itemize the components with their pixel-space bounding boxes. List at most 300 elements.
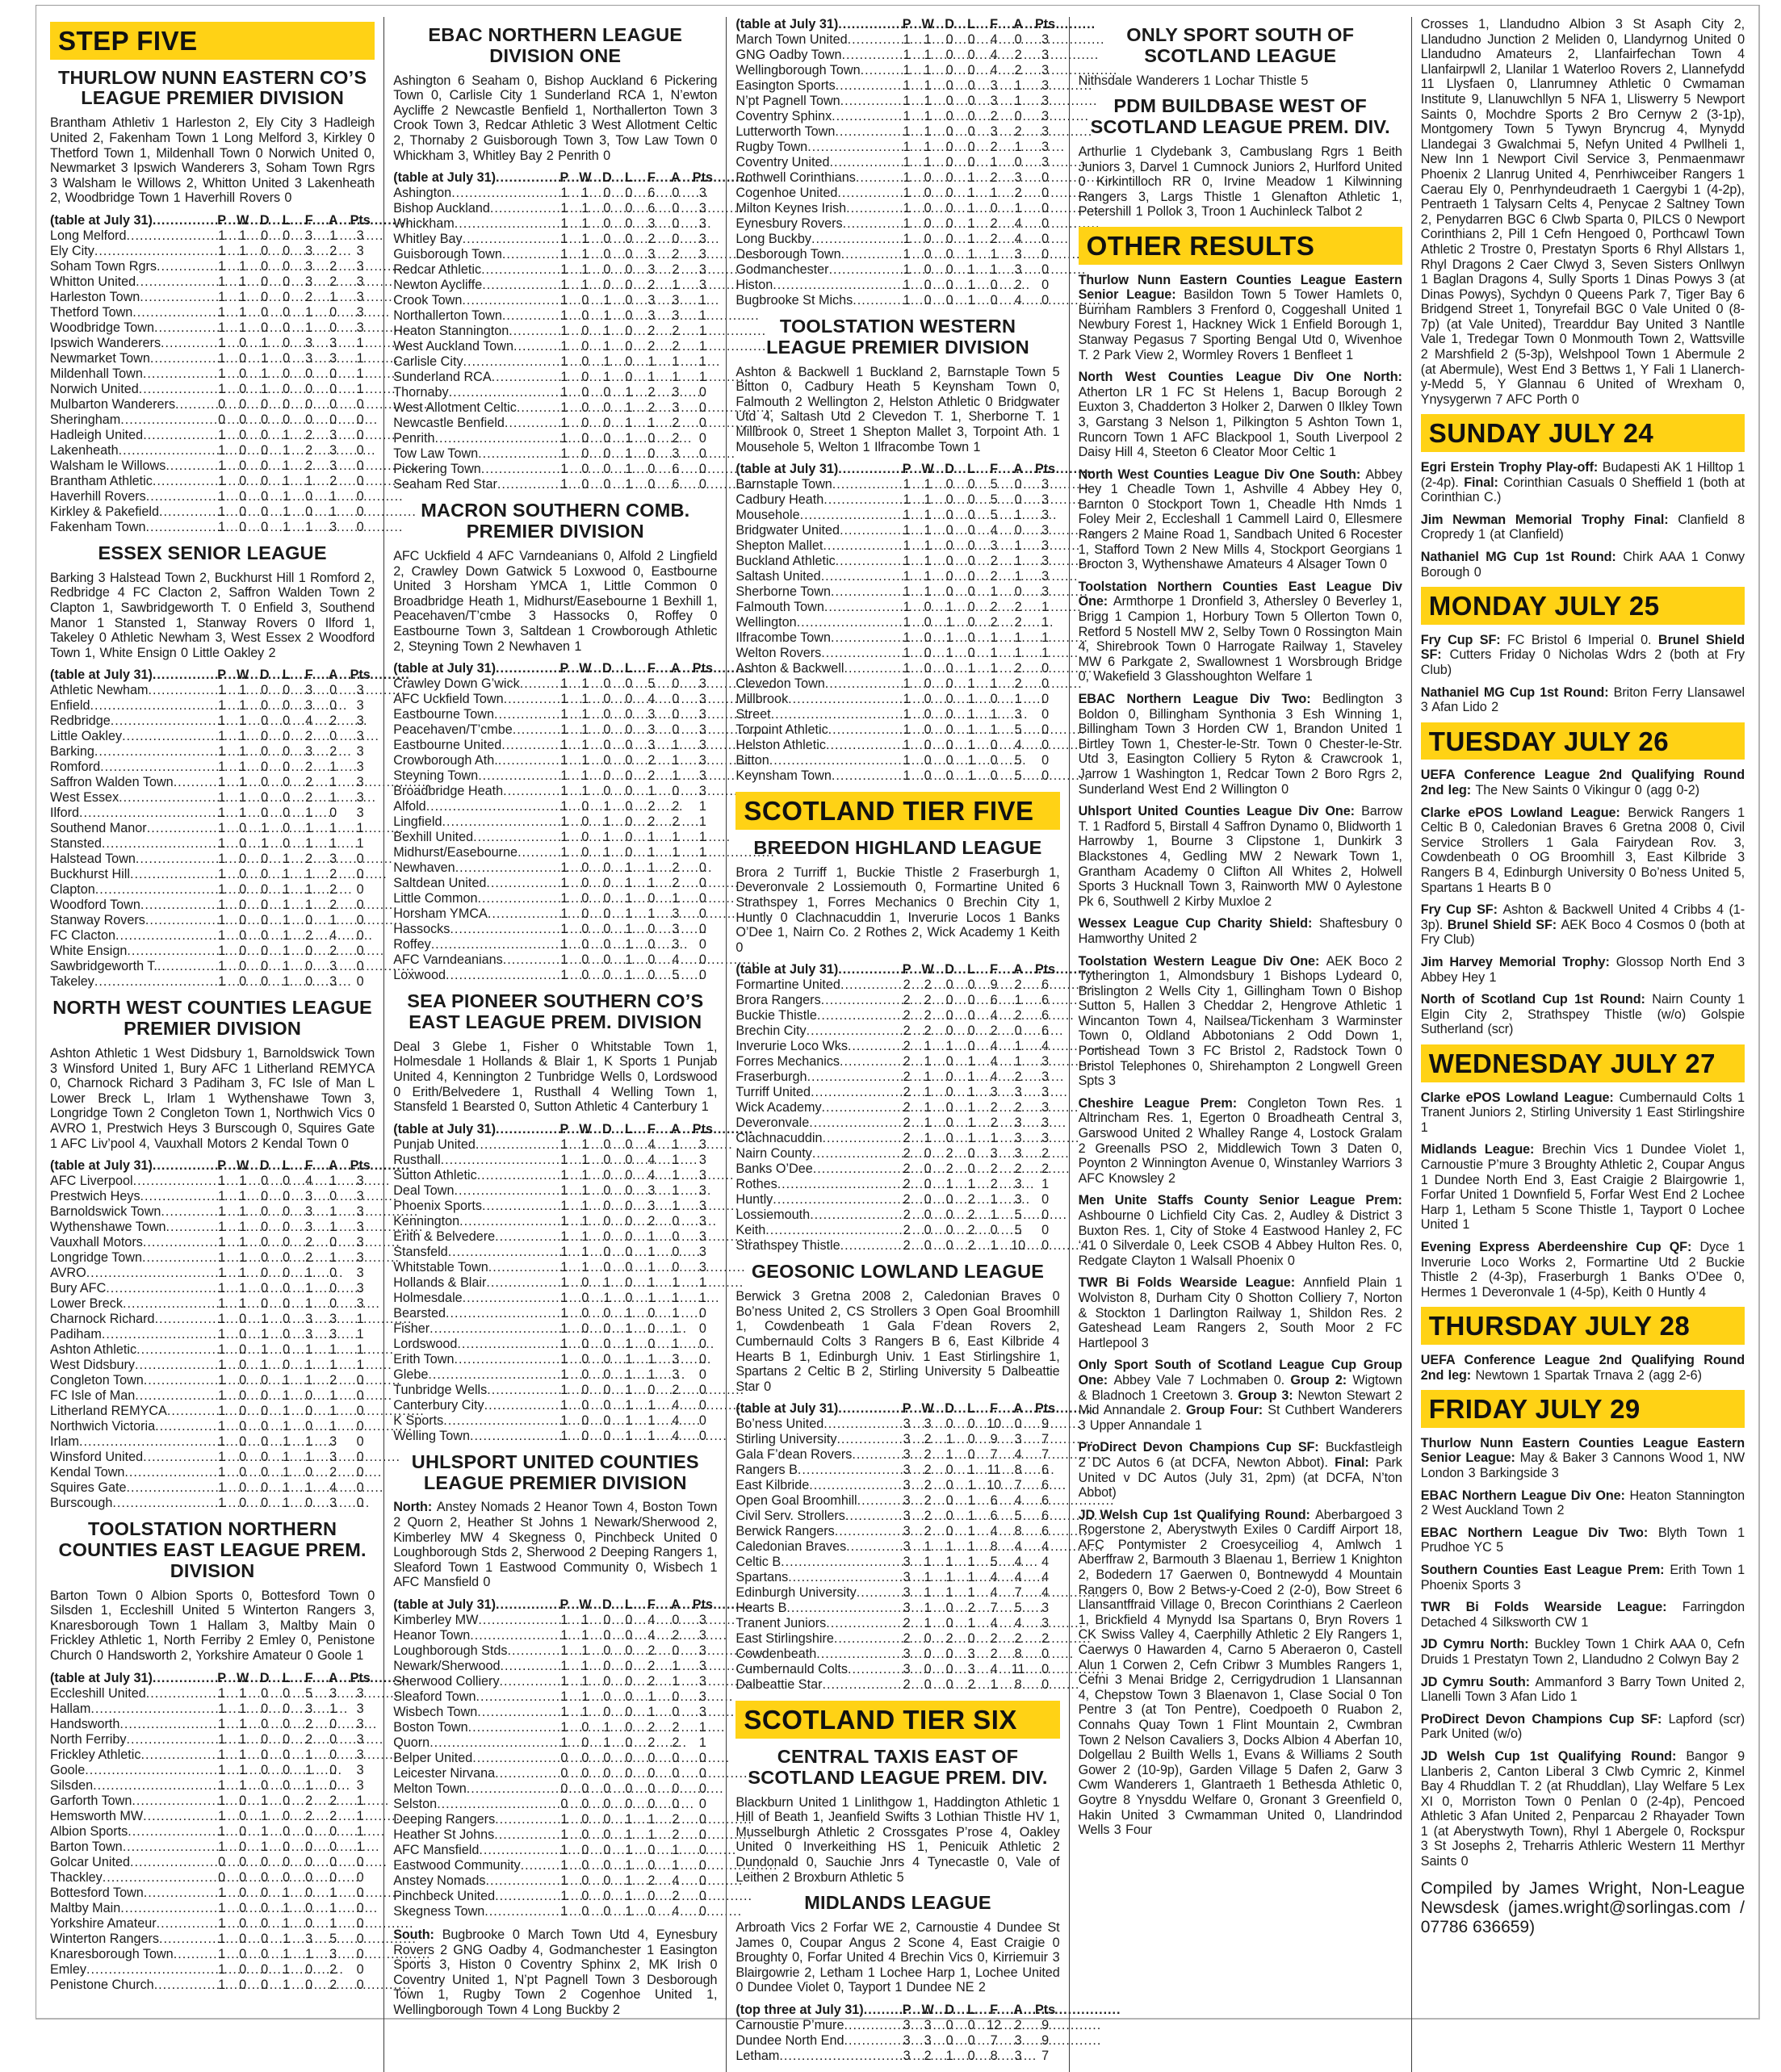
team-name: Stansted — [50, 836, 102, 852]
team-name: Berwick Rangers — [735, 1524, 835, 1539]
team-cell — [735, 2049, 896, 2064]
stat-cell: 0 — [945, 94, 953, 108]
stat-cell: 0 — [945, 140, 953, 154]
stat-cell: 0 — [647, 446, 656, 462]
stat-cell: 0 — [305, 944, 313, 959]
team-cell — [50, 1824, 212, 1840]
stat-cell: 0 — [698, 1751, 706, 1765]
results-text: Aberbargoed 3 Rogerstone 2, Aberystwyth Exiles 0 Cardiff Airport 18, AFC Pontymister 2 Croesyceiliog 4, Amlwch 1 Aberffraw 2, Barmouth 3 Blaenau 1, Berriew 1 Knighton 2, Bodedern 17 Gaerwen 0, Bontnewydd 4 Mountain Rangers 0, Bow 2 Betws-y-Coed 2 (2-0), Bow Street 6 Llansantffraid Village 0, Brecon Corinthians 2 Caerleon 1, Brickfield 4 Mynydd Isa Spartans 0, Bryn Rovers 1 CK Swiss Valley 4, Caerphilly Athletic 2 Ely Rangers 1, Caerwys 0 Hawarden 4, Carno 5 Aberaeron 0, Castell Alun 1 Corwen 2, Cefn Cribwr 3 Mumbles Rangers 1, Cefni 3 Menai Bridge 2, Cerrigydrudion 1 Llansannan 4, Chepstow Town 3 Blaenavon 1, Clase Social 0 Ton Pentre 3 (at Ton Pentre), Coedpoeth 0 Ruabon 2, Connahs Quay Town 1 Flint Mountain 2, Cwmbran Town 2 Nelson Cavaliers 3, Docks Albion 4 Aberfan 10, Dolgellau 2 Builth Wells 1, Evans & Williams 2 South Gower 2 (10-9p), Garden Village 5 Dafen 2, Garw 3 Cwm Wanderers 1, Glantraeth 1 Bethesda Athletic 0, Goytre 8 Ynysddu Welfare 0, Gronant 3 Greenfield 0, Hakin United 3 Cwmamman United 0, Llandrindod Wells 3 Four — [1078, 1507, 1402, 1838]
results-label: JD Cymru South: — [1420, 1674, 1536, 1689]
stat-cell: 1 — [967, 753, 975, 768]
stat-cell: 12 — [987, 2018, 1002, 2032]
team-cell — [50, 1870, 212, 1886]
team-cell — [735, 201, 896, 216]
stat-cell: 2 — [305, 1731, 313, 1747]
stat-cell: 0 — [329, 1296, 337, 1312]
stat-cell: 0 — [356, 898, 364, 913]
stat-cell: 1 — [698, 1735, 706, 1750]
stat-cell: 0 — [924, 232, 932, 246]
results-text: Ashbourne 0 Lichfield City Cas. 2, Audley & District 3 Buxton Res. 1, City of Stoke 4 Eastwood Hanley 2, FC ‘41 0 Silverdale 0, Leek CSOB 4 Abbey Hulton Res. 0, Redgate Clayton 1 Walsall Phoenix 0 — [1078, 1208, 1402, 1268]
team-cell — [50, 320, 212, 336]
team-name: Redcar Athletic — [393, 262, 482, 278]
table-header — [735, 1401, 1059, 1417]
stat-cell: 4 — [672, 1397, 680, 1413]
team-name: AFC Mansfield — [393, 1843, 480, 1857]
stat-cell: 0 — [603, 431, 611, 446]
stat-cell: 0 — [924, 1662, 932, 1677]
stat-cell: 1 — [560, 1843, 568, 1857]
stat-cell: 3 — [329, 442, 337, 458]
stat-cell: 1 — [560, 1367, 568, 1382]
stat-cell: 4 — [1041, 1039, 1050, 1054]
stat-cell: 1 — [261, 1342, 269, 1358]
stat-cell: 6 — [1041, 1023, 1050, 1039]
team-cell — [393, 1260, 554, 1275]
stat-cell: 1 — [239, 1266, 247, 1281]
stat-cell: 1 — [283, 1450, 291, 1465]
league-table — [393, 1597, 717, 1919]
team-cell — [50, 1373, 212, 1388]
stat-cell: 1 — [329, 836, 337, 852]
stat-cell: 1 — [672, 830, 680, 845]
stat-cell: 0 — [945, 477, 953, 492]
stat-cell: 2 — [1041, 1631, 1050, 1647]
table-row — [50, 290, 375, 305]
stat-cell: 1 — [356, 1358, 364, 1373]
table-row — [735, 1208, 1059, 1223]
team-cell — [735, 1008, 896, 1023]
stat-cell: 3 — [329, 1685, 337, 1701]
table-row — [393, 1873, 717, 1889]
table-row — [735, 1677, 1059, 1693]
team-name: Street — [735, 707, 771, 722]
stat-cell: 2 — [329, 243, 337, 258]
stat-cell: 0 — [581, 339, 589, 354]
team-cell — [735, 1100, 896, 1116]
team-cell — [50, 1732, 212, 1748]
stat-cell: 1 — [625, 1336, 633, 1351]
results-paragraph — [735, 1920, 1059, 1995]
stat-cell: 0 — [945, 1069, 953, 1085]
stat-cell: 0 — [967, 1039, 975, 1054]
stat-cell: 0 — [239, 473, 247, 488]
results-paragraph — [1421, 1353, 1745, 1383]
table-row — [50, 821, 375, 836]
team-cell — [50, 443, 212, 458]
stat-cell: 2 — [305, 928, 313, 944]
stat-cell: 1 — [560, 1136, 568, 1152]
team-cell — [393, 1812, 554, 1827]
stat-cell: 4 — [647, 1136, 656, 1152]
results-label: Group 3: — [1238, 1388, 1298, 1403]
stat-cell: 1 — [218, 1388, 226, 1404]
results-paragraph — [1421, 633, 1745, 678]
results-paragraph — [1421, 1090, 1745, 1136]
team-cell — [50, 1450, 212, 1465]
stat-cell: 0 — [261, 1701, 269, 1716]
stat-cell: 1 — [990, 1677, 998, 1693]
stat-cell: 0 — [283, 350, 291, 366]
results-label: JD Welsh Cup 1st Qualifying Round: — [1420, 1748, 1687, 1764]
team-cell — [393, 1183, 554, 1199]
stat-cell: 1 — [603, 339, 611, 354]
stat-cell: 0 — [239, 836, 247, 852]
results-paragraph — [1079, 1358, 1402, 1433]
team-name: Saltdean United — [393, 876, 487, 891]
team-cell — [735, 63, 896, 78]
stat-cell: 4 — [990, 1585, 998, 1601]
results-text: St Cuthbert Wanderers 3 Upper Annandale 1 — [1078, 1403, 1402, 1433]
table-row — [393, 799, 717, 814]
team-name: Stansfeld — [393, 1244, 448, 1259]
stat-cell: 3 — [903, 1509, 911, 1524]
columns-container — [41, 17, 1754, 2063]
stat-cell: 4 — [672, 952, 680, 968]
stat-cell: 7 — [1014, 1478, 1022, 1493]
stat-cell: 1 — [1014, 1039, 1022, 1054]
stat-cell: 1 — [924, 508, 932, 523]
table-row — [735, 1238, 1059, 1254]
team-cell — [50, 428, 212, 443]
table-row — [50, 1434, 375, 1450]
stat-cell: 0 — [239, 1915, 247, 1931]
team-name: Enfield — [50, 698, 90, 714]
stat-cell: 0 — [283, 320, 291, 335]
stat-cell: 0 — [603, 1213, 611, 1229]
team-name: Barton Town — [50, 1839, 123, 1854]
stat-cell: 2 — [1014, 600, 1022, 615]
column-header-w: W — [237, 668, 249, 683]
stat-cell: 1 — [924, 78, 932, 93]
results-paragraph — [1079, 580, 1402, 684]
stat-cell: 2 — [903, 1631, 911, 1647]
stat-cell: 2 — [672, 876, 680, 891]
results-paragraph — [393, 549, 717, 654]
team-name: Letham — [735, 2049, 780, 2063]
results-text: Cumbernauld Colts 1 Tranent Juniors 2, Stirling University 1 East Stirlingshire 1 — [1420, 1090, 1745, 1135]
stat-cell: 7 — [990, 1601, 998, 1616]
stat-cell: 0 — [261, 913, 269, 928]
stat-cell: 0 — [283, 1823, 291, 1839]
team-name: Bury AFC — [50, 1281, 107, 1296]
results-text: Annfield Plain 1 Wolviston 8, Durham City 0 Shotton Colliery 7, Norton & Stockton 1 Darlington Railway 1, Shildon Res. 2 Gateshead Leam Rangers 2, South Moor 2 FC Hartlepool 3 — [1078, 1275, 1402, 1350]
column-header-f: F — [990, 17, 999, 31]
stat-cell: 4 — [672, 1904, 680, 1919]
stat-cell: 1 — [945, 615, 953, 630]
stat-cell: 2 — [967, 1238, 975, 1254]
stat-cell: 0 — [698, 462, 706, 477]
stat-cell: 1 — [903, 600, 911, 615]
team-name: Tow Law Town — [393, 446, 479, 462]
stat-cell: 2 — [945, 1162, 953, 1177]
stat-cell: 4 — [990, 1524, 998, 1539]
stat-cell: 0 — [603, 1674, 611, 1689]
results-label: JD Welsh Cup 1st Qualifying Round: — [1078, 1507, 1316, 1522]
stat-cell: 6 — [1041, 1008, 1050, 1023]
stat-cell: 1 — [903, 186, 911, 200]
table-label: (table at July 31) — [50, 668, 153, 683]
table-row — [393, 1858, 717, 1873]
stat-cell: 1 — [261, 1808, 269, 1823]
stat-cell: 0 — [672, 1244, 680, 1259]
stat-cell: 3 — [672, 1367, 680, 1382]
stat-cell: 3 — [990, 124, 998, 139]
table-row — [393, 1613, 717, 1628]
table-row — [50, 474, 375, 489]
stat-cell: 0 — [990, 768, 998, 784]
column-header-l: L — [967, 2003, 976, 2017]
stat-cell: 1 — [560, 1720, 568, 1735]
results-label: Men Unite Staffs County Senior League Prem: — [1078, 1193, 1402, 1208]
table-row — [50, 1358, 375, 1373]
table-row — [393, 1383, 717, 1398]
stat-cell: 2 — [329, 473, 337, 488]
stat-cell: 0 — [261, 898, 269, 913]
stat-cell: 3 — [1041, 554, 1050, 569]
stat-cell: 1 — [239, 760, 247, 775]
table-header-label — [735, 462, 896, 477]
table-row — [393, 1275, 717, 1291]
stat-cell: 3 — [990, 1085, 998, 1100]
stat-cell: 0 — [239, 442, 247, 458]
results-paragraph — [1421, 685, 1745, 715]
stat-cell: 0 — [239, 1404, 247, 1419]
stat-cell: 0 — [261, 714, 269, 729]
team-name: Open Goal Broomhill — [735, 1493, 857, 1509]
stat-cell: 3 — [356, 304, 364, 320]
stat-cell: 1 — [990, 1131, 998, 1146]
stat-cell: 1 — [1014, 201, 1022, 216]
stat-cell: 2 — [903, 1162, 911, 1177]
stat-cell: 0 — [283, 243, 291, 258]
results-label: North of Scotland Cup 1st Round: — [1420, 992, 1653, 1007]
stat-cell: 1 — [625, 1827, 633, 1842]
stat-cell: 3 — [356, 1266, 364, 1281]
stat-cell: 1 — [560, 477, 568, 492]
stat-cell: 0 — [1014, 155, 1022, 170]
stat-cell: 0 — [603, 937, 611, 952]
stat-cell: 3 — [698, 738, 706, 753]
table-row — [50, 366, 375, 382]
stat-cell: 1 — [261, 350, 269, 366]
stat-cell: 0 — [967, 1631, 975, 1647]
team-name: Buckland Athletic — [735, 554, 836, 569]
table-row — [393, 1904, 717, 1919]
stat-cell: 1 — [924, 109, 932, 123]
stat-cell: 0 — [1014, 1023, 1022, 1039]
stat-cell: 0 — [945, 293, 953, 308]
stat-cell: 0 — [239, 928, 247, 944]
results-label: JD Cymru North: — [1420, 1637, 1535, 1652]
stat-cell: 1 — [924, 1131, 932, 1146]
stat-cell: 0 — [356, 928, 364, 944]
stat-cell: 0 — [283, 335, 291, 350]
stat-cell: 1 — [560, 738, 568, 753]
stat-cell: 3 — [698, 186, 706, 201]
stat-cell: 0 — [924, 1208, 932, 1223]
team-name: Irlam — [50, 1434, 79, 1450]
team-cell — [735, 1192, 896, 1208]
stat-cell: 1 — [672, 845, 680, 860]
stat-cell: 3 — [1014, 2033, 1022, 2048]
team-cell — [393, 1168, 554, 1183]
stat-cell: 0 — [945, 262, 953, 277]
stat-cell: 6 — [1041, 1463, 1050, 1478]
column-header-l: L — [967, 962, 976, 977]
stat-cell: 0 — [261, 1419, 269, 1434]
stat-cell: 0 — [581, 446, 589, 462]
stat-cell: 1 — [625, 1428, 633, 1443]
team-name: Eastbourne United — [393, 738, 502, 753]
results-text: AEK Boco 4 Cosmos 0 (both at Fry Club) — [1420, 917, 1745, 948]
stat-cell: 2 — [305, 1250, 313, 1266]
column-2 — [383, 17, 726, 2072]
team-cell — [50, 1204, 212, 1220]
team-name: Whickham — [393, 216, 455, 232]
stat-cell: 0 — [239, 1327, 247, 1342]
stat-cell: 0 — [625, 830, 633, 845]
column-header-w: W — [237, 1158, 249, 1174]
team-name: Newhaven — [393, 860, 455, 876]
stat-cell: 1 — [603, 293, 611, 308]
stat-cell: 0 — [990, 293, 998, 308]
stat-cell: 1 — [560, 1167, 568, 1183]
stat-cell: 0 — [581, 1428, 589, 1443]
stat-cell: 0 — [625, 324, 633, 339]
stat-cell: 1 — [218, 867, 226, 882]
stat-cell: 2 — [647, 1643, 656, 1658]
column-header-a: A — [671, 1121, 681, 1136]
results-label: North West Counties League Div One North: — [1078, 370, 1402, 385]
team-cell — [735, 600, 896, 615]
column-header-f: F — [304, 1670, 313, 1685]
stat-cell: 0 — [261, 1946, 269, 1961]
stat-cell: 2 — [903, 1177, 911, 1192]
stat-cell: 0 — [283, 1312, 291, 1327]
stat-cell: 0 — [261, 1388, 269, 1404]
stat-cell: 1 — [329, 228, 337, 243]
stat-cell: 0 — [305, 1915, 313, 1931]
column-header-pts: Pts — [692, 1121, 713, 1136]
stat-cell: 0 — [261, 1266, 269, 1281]
stat-cell: 0 — [239, 1358, 247, 1373]
team-cell — [735, 94, 896, 109]
table-row — [735, 32, 1059, 48]
stat-cell: 1 — [218, 1189, 226, 1204]
team-name: Frickley Athletic — [50, 1747, 141, 1762]
stat-cell: 0 — [603, 1413, 611, 1428]
table-row — [393, 354, 717, 370]
stat-cell: 0 — [647, 1781, 656, 1796]
results-label: Jim Newman Memorial Trophy Final: — [1420, 512, 1678, 527]
stat-cell: 1 — [625, 860, 633, 876]
stat-cell: 1 — [967, 1493, 975, 1509]
stat-cell: 1 — [581, 186, 589, 201]
stat-cell: 0 — [1041, 1238, 1050, 1254]
stat-cell: 2 — [672, 799, 680, 814]
stat-cell: 2 — [903, 1085, 911, 1100]
table-row — [393, 753, 717, 768]
team-name: Bo’ness United — [735, 1417, 824, 1432]
stat-cell: 2 — [647, 753, 656, 768]
stat-cell: 0 — [1041, 738, 1050, 753]
stat-cell: 2 — [1014, 186, 1022, 200]
stat-cell: 0 — [356, 488, 364, 504]
stat-cell: 1 — [329, 821, 337, 836]
stat-cell: 1 — [283, 1465, 291, 1480]
stat-cell: 1 — [625, 462, 633, 477]
stat-cell: 3 — [647, 738, 656, 753]
stat-cell: 1 — [924, 1069, 932, 1085]
stat-cell: 1 — [945, 2049, 953, 2063]
stat-cell: 2 — [1014, 2018, 1022, 2032]
stat-cell: 0 — [945, 1417, 953, 1432]
stat-cell: 1 — [1041, 630, 1050, 646]
stat-cell: 0 — [647, 937, 656, 952]
stat-cell: 3 — [967, 1662, 975, 1677]
team-name: Maltby Main — [50, 1900, 121, 1915]
column-header-d: D — [945, 1401, 954, 1417]
stat-cell: 3 — [698, 1643, 706, 1658]
stat-cell: 2 — [924, 1509, 932, 1524]
stat-cell: 0 — [945, 216, 953, 231]
stat-cell: 1 — [218, 744, 226, 760]
stat-cell: 0 — [239, 1419, 247, 1434]
stat-cell: 1 — [283, 427, 291, 442]
stat-cell: 0 — [672, 1766, 680, 1781]
stat-cell: 4 — [1014, 293, 1022, 308]
stat-cell: 1 — [903, 170, 911, 185]
stat-cell: 0 — [356, 1854, 364, 1869]
team-name: Hollands & Blair — [393, 1275, 487, 1290]
team-name: Loxwood — [393, 968, 446, 983]
stat-cell: 0 — [1014, 32, 1022, 47]
team-name: Thackley — [50, 1869, 103, 1885]
team-name: Brora Rangers — [735, 993, 821, 1008]
team-name: Easington Sports — [735, 78, 836, 93]
stat-cell: 1 — [329, 1220, 337, 1235]
stat-cell: 2 — [1014, 1100, 1022, 1116]
stat-cell: 3 — [647, 707, 656, 722]
stat-cell: 1 — [356, 1327, 364, 1342]
column-header-f: F — [304, 668, 313, 683]
stat-cell: 0 — [283, 1854, 291, 1869]
table-row — [50, 1450, 375, 1465]
stat-cell: 1 — [581, 1213, 589, 1229]
team-cell — [393, 937, 554, 952]
team-cell — [50, 821, 212, 836]
team-name: Ashington — [393, 186, 452, 201]
stat-cell: 1 — [647, 1689, 656, 1704]
team-name: Sutton Athletic — [393, 1167, 477, 1183]
stat-cell: 0 — [261, 320, 269, 335]
stat-cell: 1 — [647, 845, 656, 860]
stat-cell: 0 — [967, 492, 975, 508]
stat-cell: 0 — [356, 944, 364, 959]
stat-cell: 1 — [967, 1478, 975, 1493]
stat-cell: 2 — [647, 339, 656, 354]
stat-cell: 3 — [698, 262, 706, 278]
stat-cell: 0 — [581, 799, 589, 814]
stat-cell: 0 — [967, 600, 975, 615]
stat-cell: 1 — [672, 1321, 680, 1336]
stat-cell: 0 — [581, 431, 589, 446]
team-name: Carnoustie P’mure — [735, 2018, 844, 2032]
team-cell — [735, 977, 896, 993]
team-name: Buckie Thistle — [735, 1008, 817, 1023]
table-row — [735, 738, 1059, 753]
stat-cell: 0 — [945, 977, 953, 993]
